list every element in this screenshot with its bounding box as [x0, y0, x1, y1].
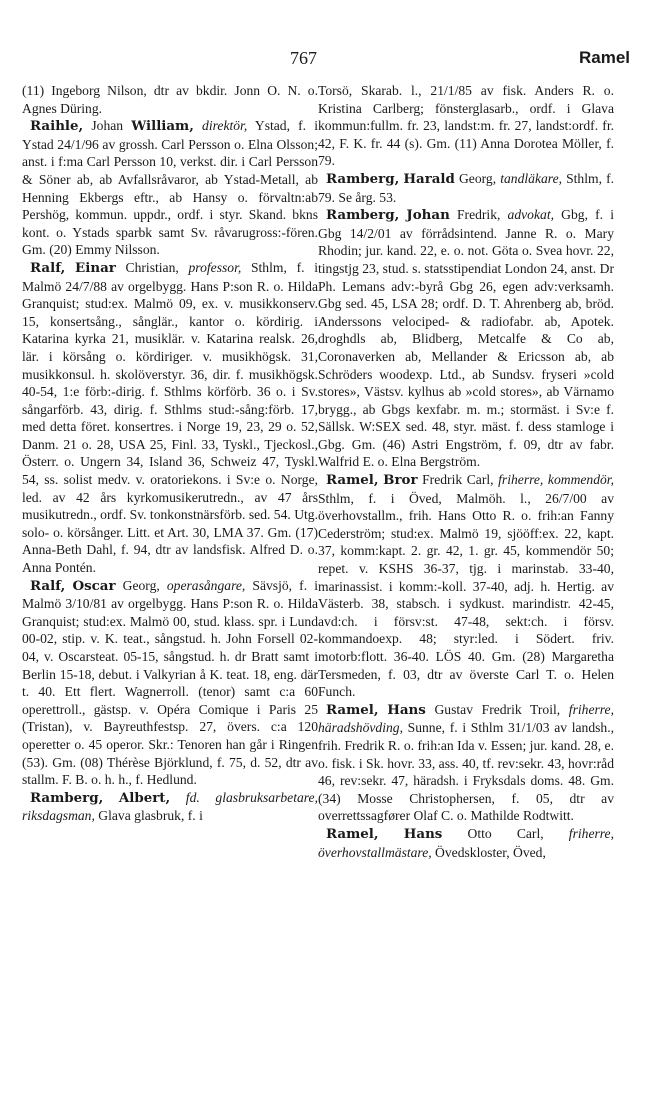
entry-text: Sävsjö, f. i Malmö 3/10/81 av orgelbygg. Hans P:son R. o. Hilda Granquist; stud:ex. Malmö 00, stud. klass. spr. i Lund 00-02, stip. v. K. teat., sångstud. h. John Forsell 02-04, v. Oscarsteat. 05-15, sångstud. h. dr Bratt samt i Berlin 15-18, debut. i Valkyrian å K. teat. 18, eng. där t. 40. Ett flert. Wagnerroll. (tenor) samt c:a 60 operettroll., gästsp. v. Opéra Comique i Paris 25 (Tristan), v. Bayreuthfestsp. 27, övers. c:a 120 operetter o. 45 operor. Skr.: Tenoren han går i Ringen (53). Gm. (08) Thérèse Björklund, f. 75, d. 52, dtr av stallm. F. B. o. h. h., f. Hedlund.	[22, 577, 318, 788]
bio-entry	[22, 789, 318, 825]
entry-given-name	[65, 260, 75, 275]
entry-call-name: Oscar	[72, 577, 116, 594]
entry-text: Torsö, Skarab. l., 21/1/85 av fisk. Anders R. o. Kristina Carlberg; fönsterglasarb., ordf. i Glava kommun:fullm. fr. 23, landst:m. fr. 27, landst:ordf. fr. 42, F. K. fr. 44 (s). Gm. (11) Anna Dorotea Möller, f. 79.	[318, 83, 614, 169]
entry-given-name: Johan	[83, 118, 132, 134]
entry-call-name: William,	[131, 118, 194, 135]
entry-title: advokat,	[500, 207, 554, 223]
entry-call-name: Hans	[403, 825, 443, 842]
entry-surname: Ramel,	[326, 472, 379, 489]
bio-entry	[22, 577, 318, 789]
entry-call-name: Johan	[406, 207, 450, 224]
bio-entry	[318, 82, 614, 170]
bio-entry	[318, 471, 614, 701]
entry-given-name	[379, 702, 388, 717]
entry-other-names: Christian,	[115, 259, 179, 275]
bio-entry	[318, 206, 614, 471]
entry-surname: Ramel,	[326, 825, 379, 842]
entry-text: Sthlm, f. i Malmö 24/7/88 av orgelbygg. Hans P:son R. o. Hilda Granquist; stud:ex. Malmö 09, ex. v. musikkonserv. 15, konsertsång., sånglär., kantor o. kördirig. i Katarina kyrka 21, musiklär. v. Katarina realsk. 26, lär. i körsång o. kördiriger. v. musikhögsk. 31, musikkonsul. h. skolöverstyr. 36, dir. f. musikhögsk. 40-54, 1:e förb:-dirig. f. Sthlms körförb. 36 o. i Sv. sångarförb. 43, dirig. f. Sthlms stud:-sång:förb. 17, med detta föret. konsertres. i Norge 19, 23, 29 o. 52, Danm. 21 o. 28, USA 25, Finl. 33, Tyskl., Tjeckosl., Österr. o. Ungern 34, Island 36, Schweiz 47, Tyskl. 54, ss. solist medv. v. oratoriekons. i Sv:e o. Norge, led. av 42 års kyrkomusikerutredn., av 47 års musikutredn., ordf. Sv. tonkonstnärsförb. sed. 54. Utg. solo- o. körsånger. Litt. et Art. 30, LMA 37. Gm. (17) Anna-Beth Dahl, f. 94, dtr av landsfisk. Alfred D. o. Anna Pontén.	[22, 259, 318, 576]
entry-title: friherre, kommendör,	[493, 472, 614, 488]
entry-call-name: Einar	[75, 259, 116, 276]
entry-text: (11) Ingeborg Nilson, dtr av bkdir. Jonn O. N. o. Agnes Düring.	[22, 83, 318, 116]
entry-other-names: Fredrik,	[449, 207, 501, 223]
entry-call-name: Bror	[383, 472, 418, 489]
entry-title: professor,	[178, 259, 242, 275]
entry-given-name	[379, 826, 404, 841]
entry-other-names: Otto Carl,	[442, 825, 544, 841]
entry-text: Ystad, f. i Ystad 24/1/96 av grossh. Carl Persson o. Elna Olsson; anst. i f:ma Carl Persson 10, verkst. dir. i Carl Persson & Söner ab, ab Avfallsråvaror, ab Ystad-Metall, ab Henning Ekbergs eftr., ab Hansy o. förvaltn:ab Pershög, kommun. uppdr., ordf. i styr. Skand. bkns kont. o. Ystads sparbk samt Sv. råvarugross:-fören. Gm. (20) Emmy Nilsson.	[22, 118, 318, 258]
bio-entry	[318, 170, 614, 206]
entry-text: Sthlm, f. i Öved, Malmöh. l., 26/7/00 av överhovstallm., frih. Hans Otto R. o. frih:an Fanny Cederström; stud:ex. Malmö 19, sjööff:ex. 22, kapt. 37, komm:kapt. 2. gr. 42, 1. gr. 45, kommendör 50; repet. v. KSHS 36-37, tjg. i marinstab. 33-40, marinassist. i komm:-koll. 37-40, adj. h. Hertig. av Västerb. 38, stabsch. i sydkust. marindistr. 42-45, avd:ch. i försv:st. 47-48, sekt:ch. i försv. kommandoexp. 48; styr:led. i Södert. friv. motorb:flott. 36-40. LÖS 40. Gm. (28) Margaretha Tersmeden, f. 03, dtr av överste Carl T. o. Helen Funch.	[318, 490, 614, 700]
entry-text: Glava glasbruk, f. i	[94, 808, 203, 824]
entry-surname: Ralf,	[30, 259, 66, 276]
entry-text: Sthlm, f. 79. Se årg. 53.	[318, 170, 615, 205]
page-header	[0, 48, 672, 72]
entry-surname: Raihle,	[30, 118, 84, 135]
entry-call-name: Albert,	[118, 789, 171, 806]
entry-title: direktör,	[193, 118, 248, 134]
entry-title: fd. glasbruksarbetare, riksdagsman,	[22, 789, 318, 824]
running-head: Ramel	[578, 48, 630, 67]
entry-title: tandläkare,	[496, 170, 562, 186]
entry-call-name: Hans	[387, 701, 426, 718]
entry-given-name	[103, 790, 119, 805]
entry-title: friherre, överhovstallmästare,	[318, 825, 614, 860]
bio-entry	[318, 825, 614, 861]
entry-surname: Ramberg,	[326, 170, 400, 187]
bio-entry	[318, 701, 614, 825]
entry-text: Sunne, f. i Sthlm 31/1/03 av landsh., frih. Fredrik R. o. frih:an Ida v. Essen; jur. kand. 28, e. o. fisk. i Sk. hovr. 33, ass. 40, tf. rev:sekr. 43, hovr:råd 46, rev:sekr. 47, häradsh. i Fryksdals doms. 48. Gm. (34) Mosse Christophersen, f. 05, dtr av overrettssagfører Olaf C. o. Mathilde Rodtwitt.	[318, 720, 614, 824]
entry-surname: Ramberg,	[30, 789, 104, 806]
entry-other-names: Georg,	[115, 577, 160, 593]
entry-other-names: Fredrik Carl,	[417, 472, 494, 488]
left-column	[22, 82, 318, 825]
entry-surname: Ramel,	[326, 701, 379, 718]
right-column	[318, 82, 614, 861]
entry-title: friherre, häradshövding,	[318, 701, 614, 736]
entry-text: Övedskloster, Öved,	[431, 844, 546, 860]
entry-other-names: Georg,	[454, 170, 497, 186]
entry-text: Gbg, f. i Gbg 14/2/01 av förrådsintend. Janne R. o. Mary Rhodin; jur. kand. 22, e. o. not. Göta o. Svea hovr. 22, tingstjg 23, stud. s. statsstipendiat London 24, anst. Dr Ph. Lemans adv:-byrå Gbg 26, egen adv:verksamh. Gbg sed. 45, LSA 28; ordf. D. T. Ahrenberg ab, bröd. Anderssons velociped- & radiofabr. ab, Apotek. droghdls ab, Blidberg, Metcalfe & Co ab, Coronaverken ab, Mellander & Ericsson ab, ab Schröders woodexp. Ltd., ab Sundsv. fryseri »cold stores», Västsv. kylhus ab »cold stores», ab Värnamo brygg., ab Gbgs kexfabr. m. m.; stormäst. i Sv:e f. Sällsk. W:SEX sed. 48, styr. mäst. f. dess stamloge i Gbg. Gm. (46) Astri Engström, f. 09, dtr av fabr. Walfrid E. o. Elna Bergström.	[318, 207, 614, 470]
bio-entry	[22, 117, 318, 259]
entry-surname: Ramberg,	[326, 207, 400, 224]
entry-title: operasångare,	[159, 577, 246, 593]
entry-other-names: Gustav Fredrik Troil,	[425, 701, 561, 717]
entry-surname: Ralf,	[30, 577, 66, 594]
entry-call-name: Harald	[403, 170, 455, 187]
bio-entry	[22, 259, 318, 577]
page-number: 767	[290, 48, 317, 68]
bio-entry	[22, 82, 318, 117]
